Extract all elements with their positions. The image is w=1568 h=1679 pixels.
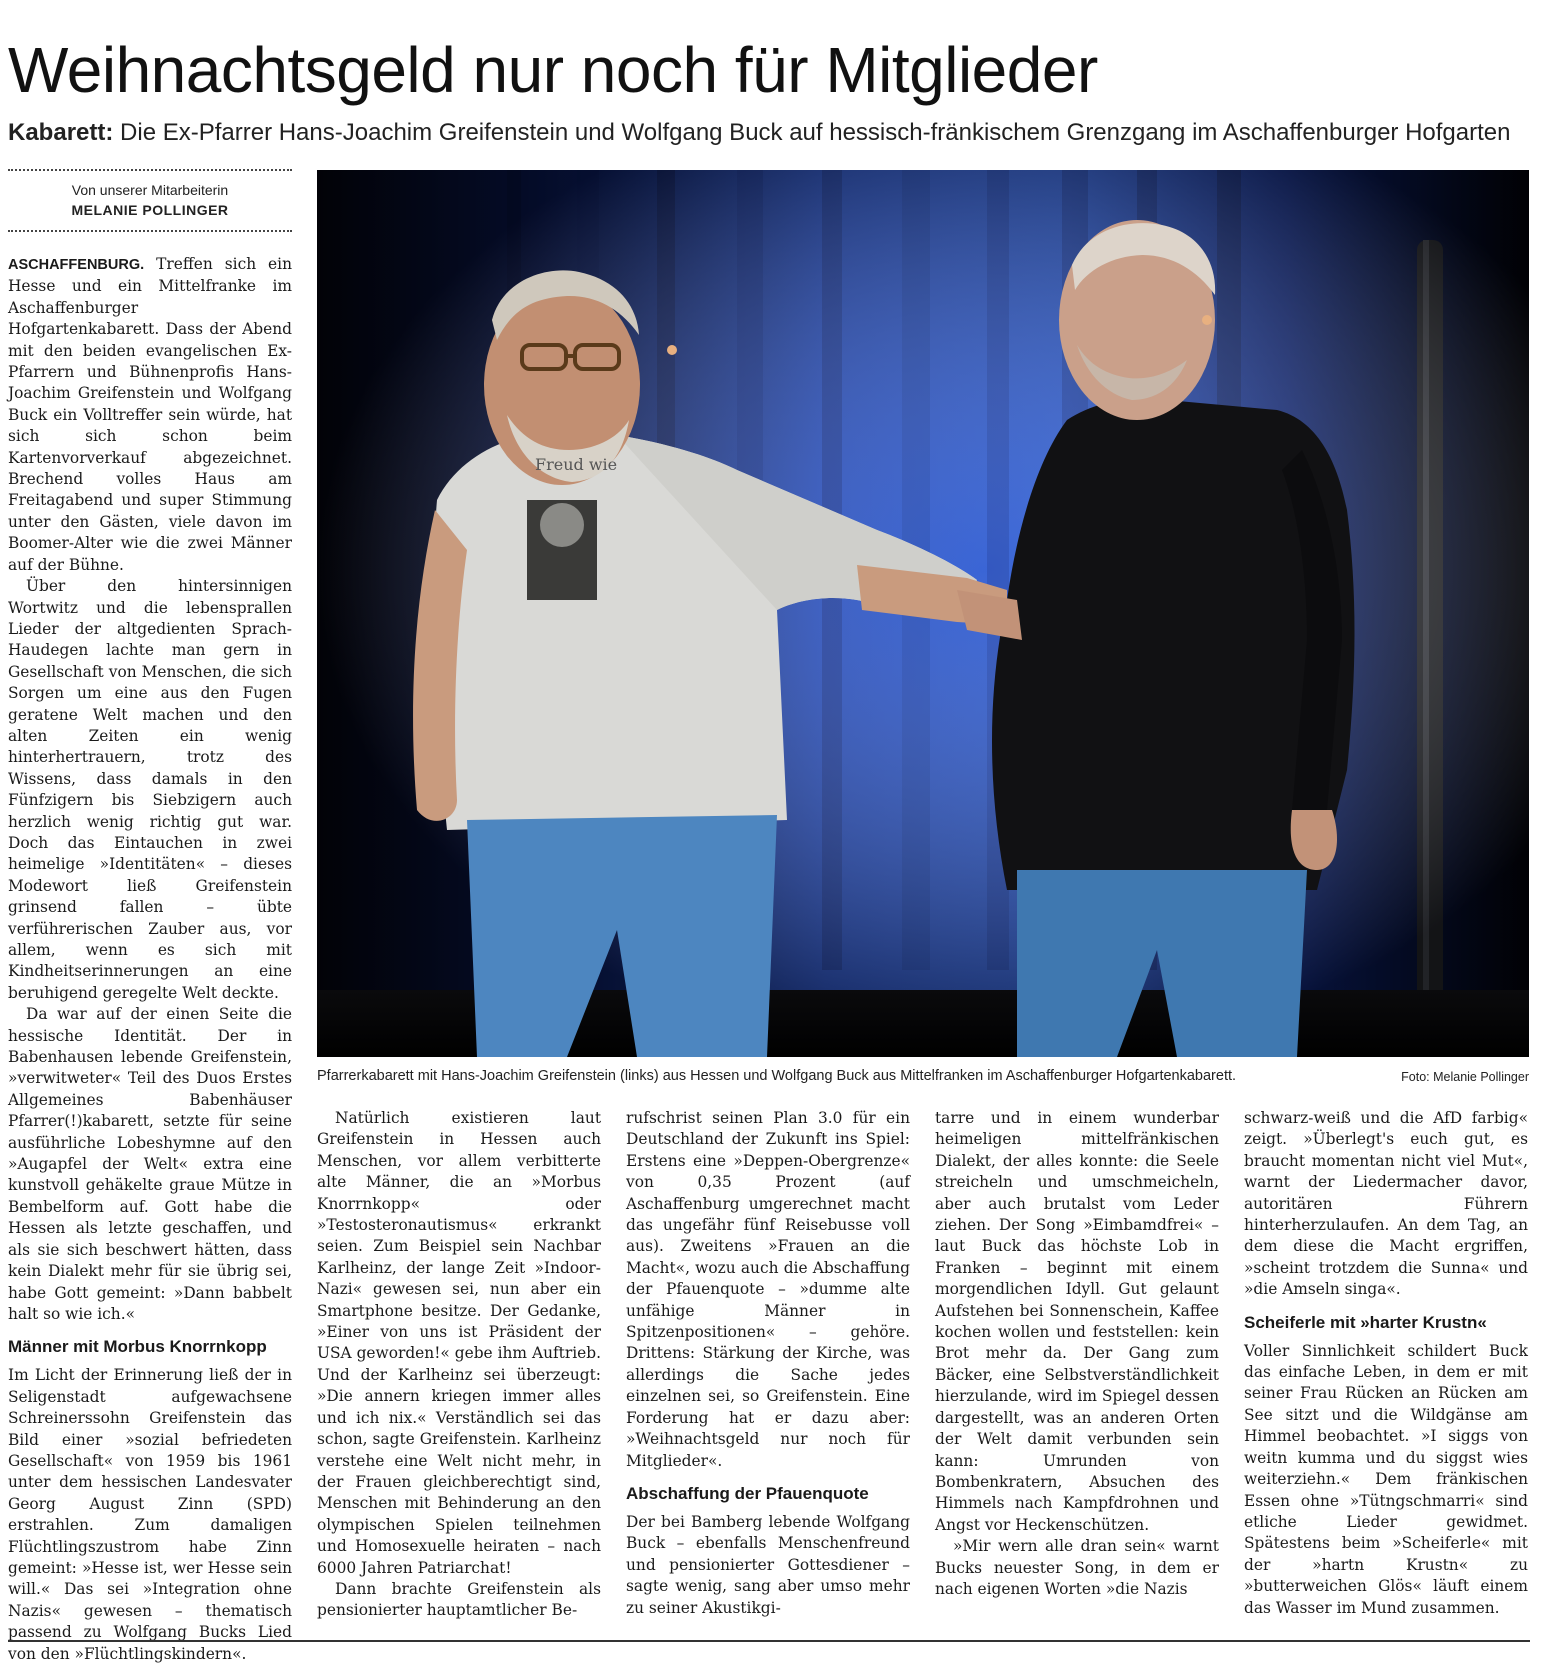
byline-author: MELANIE POLLINGER [71,202,229,218]
subheadline [8,118,1510,148]
article-paragraph: Über den hintersinnigen Wortwitz und die lebensprallen Lieder der altgedienten Sprach-Haudegen lachte man gern in Gesellschaft von Menschen, die sich Sorgen um eine aus den Fugen geratene Welt machen und den alten Zeiten ein wenig hinterhertrauern, trotz des Wissens, dass damals in den Fünfzigern bis Siebzigern auch herzlich wenig richtig gut war. Doch das Eintauchen in zwei heimelige »Identitäten« – dieses Modewort ließ Greifenstein grinsend fallen – übte verführerischen Zauber aus, vor allem, wenn es sich mit Kindheitserinnerungen an eine beruhigend geregelte Welt deckte. [8,577,292,1002]
article-column-1 [8,254,292,1665]
shirt-print-text: Freud wie [535,455,618,474]
section-heading: Scheiferle mit »harter Krustn« [1244,1312,1487,1332]
article-paragraph: Dann brachte Greifenstein als pensionierter hauptamtlicher Be- [317,1579,601,1620]
photo-caption-text: Pfarrerkabarett mit Hans-Joachim Greifenstein (links) aus Hessen und Wolfgang Buck aus Mittelfranken im Aschaffenburger Hofgartenkabarett. [317,1068,1237,1084]
article-paragraph: tarre und in einem wunderbar heimeligen mittelfränkischen Dialekt, der alles konnte: die Seele streicheln und umschmeicheln, aber auch brutalst vom Leder ziehen. Der Song »Eimbamdfrei« – laut Buck das höchste Lob in Franken – beginnt mit einem morgendlichen Idyll. Gut gelaunt Aufstehen bei Sonnenschein, Kaffee kochen wollen und feststellen: kein Brot mehr da. Der Gang zum Bäcker, eine Selbstverständlichkeit hierzulande, wird im Spiegel dessen dargestellt, was an anderen Orten der Welt damit verbunden sein kann: Umrunden von Bombenkratern, Absuchen des Himmels nach Kampfdrohnen und Angst vor Heckenschützen. [935,1109,1219,1534]
byline-prefix: Von unserer Mitarbeiterin [71,182,229,198]
byline-rule-bottom [8,230,292,232]
article-photo [317,170,1529,1057]
article-paragraph: Voller Sinnlichkeit schildert Buck das einfache Leben, in dem er mit seiner Frau Rücken an Rücken am See sitzt und die Wildgänse am Himmel beobachtet. »I siggs von weitn kumma und du siggst wies weiterziehn.« Dem fränkischen Essen ohne »Tütngschmarri« sind etliche Lieder gewidmet. Spätestens beim »Scheiferle« mit der »hartn Krustn« zu »butterweichen Glös« läuft einem das Wasser im Mund zusammen. [1244,1341,1528,1617]
photo-caption [317,1066,1529,1092]
page-bottom-rule [8,1640,1530,1642]
article-paragraph: Im Licht der Erinnerung ließ der in Seligenstadt aufgewachsene Schreinerssohn Greifenstein das Bild einer »sozial befriedeten Gesellschaft« von 1959 bis 1961 unter dem hessischen Landesvater Georg August Zinn (SPD) erstrahlen. Zum damaligen Flüchtlingszustrom habe Zinn gemeint: »Hesse ist, wer Hesse sein will.« Das sei »Integration ohne Nazis« gewesen – thematisch passend zu Wolfgang Bucks Lied von den »Flüchtlingskindern«. [8,1366,292,1663]
article-paragraph: »Mir wern alle dran sein« warnt Bucks neuester Song, in dem er nach eigenen Worten »die Nazis [935,1537,1219,1598]
article-paragraph: ASCHAFFENBURG. Treffen sich ein Hesse und ein Mittelfranke im Aschaffenburger Hofgartenkabarett. Dass der Abend mit den beiden evangelischen Ex-Pfarrern und Bühnenprofis Hans-Joachim Greifenstein und Wolfgang Buck ein Volltreffer sein würde, hat sich sich schon beim Kartenvorverkauf abgezeichnet. Brechend volles Haus am Freitagabend und super Stimmung unter den Gästen, viele davon im Boomer-Alter wie die zwei Männer auf der Bühne. [8,255,292,574]
photo-credit: Foto: Melanie Pollinger [1401,1070,1529,1084]
article-paragraph: Der bei Bamberg lebende Wolfgang Buck – ebenfalls Menschenfreund und pensionierter Gottesdiener – sagte wenig, sang aber umso mehr zu seiner Akustikgi- [626,1512,910,1617]
article-column-5 [1244,1108,1528,1619]
article-paragraph: rufschrist seinen Plan 3.0 für ein Deutschland der Zukunft ins Spiel: Erstens eine »Deppen-Obergrenze« von 0,35 Prozent (auf Aschaffenburg umgerechnet macht das ungefähr fünf Reisebusse voll aus). Zweitens »Frauen an die Macht«, wozu auch die Abschaffung der Pfauenquote – »dumme alte unfähige Männer in Spitzenpositionen« – gehöre. Drittens: Stärkung der Kirche, was allerdings die Sache jedes einzelnen sei, so Greifenstein. Eine Forderung hat er dazu aber: »Weihnachtsgeld nur noch für Mitglieder«. [626,1109,910,1470]
article-column-4 [935,1108,1219,1600]
article-paragraph: Natürlich existieren laut Greifenstein in Hessen auch Menschen, vor allem verbitterte alte Männer, die an »Morbus Knorrnkopp« oder »Testosteronautismus« erkrankt seien. Zum Beispiel sein Nachbar Karlheinz, der lange Zeit »Indoor-Nazi« gewesen sei, nun aber ein Smartphone besitze. Der Gedanke, »Einer von uns ist Präsident der USA geworden!« gebe ihm Auftrieb. Und der Karlheinz sei überzeugt: »Die annern kriegen immer alles und ich nix.« Verständlich sei das schon, sagte Greifenstein. Karlheinz verstehe eine Welt nicht mehr, in der Frauen gleichberechtigt sind, Menschen mit Behinderung an den olympischen Spielen teilnehmen und Homosexuelle heiraten – nach 6000 Jahren Patriarchat! [317,1109,601,1577]
article-paragraph: schwarz-weiß und die AfD farbig« zeigt. »Überlegt's euch gut, es braucht momentan nicht viel Mut«, warnt der Liedermacher davor, autoritären Führern hinterherzulaufen. An dem Tag, an dem diese die Macht ergriffen, »scheint trotzdem die Sunna« und »die Amseln singa«. [1244,1109,1528,1299]
section-heading: Männer mit Morbus Knorrnkopp [8,1337,267,1357]
stage-photo [317,170,1529,1057]
article-column-3 [626,1108,910,1619]
headline: Weihnachtsgeld nur noch für Mitglieder [8,34,1098,106]
section-heading: Abschaffung der Pfauenquote [626,1483,869,1503]
article-paragraph: Da war auf der einen Seite die hessische Identität. Der in Babenhausen lebende Greifenstein, »verwitweter« Teil des Duos Erstes Allgemeines Babenhäuser Pfarrer(!)kabarett, setzte für seine ausführliche Lobeshymne auf den »Augapfel der Welt« extra eine kunstvoll gehäkelte graue Mütze in Bembelform auf. Gott habe die Hessen als letzte geschaffen, und als sie sich beschwert hätten, dass kein Dialekt mehr für sie übrig sei, habe Gott gemeint: »Dann babbelt halt so wie ich.« [8,1005,292,1323]
byline-rule-top [8,169,292,171]
article-column-2 [317,1108,601,1622]
dateline: ASCHAFFENBURG. [8,257,145,273]
subheadline-text: Die Ex-Pfarrer Hans-Joachim Greifenstein und Wolfgang Buck auf hessisch-fränkischem Grenzgang im Aschaffenburger Hofgarten [120,119,1511,146]
kicker: Kabarett: [8,119,114,146]
byline [8,180,292,220]
